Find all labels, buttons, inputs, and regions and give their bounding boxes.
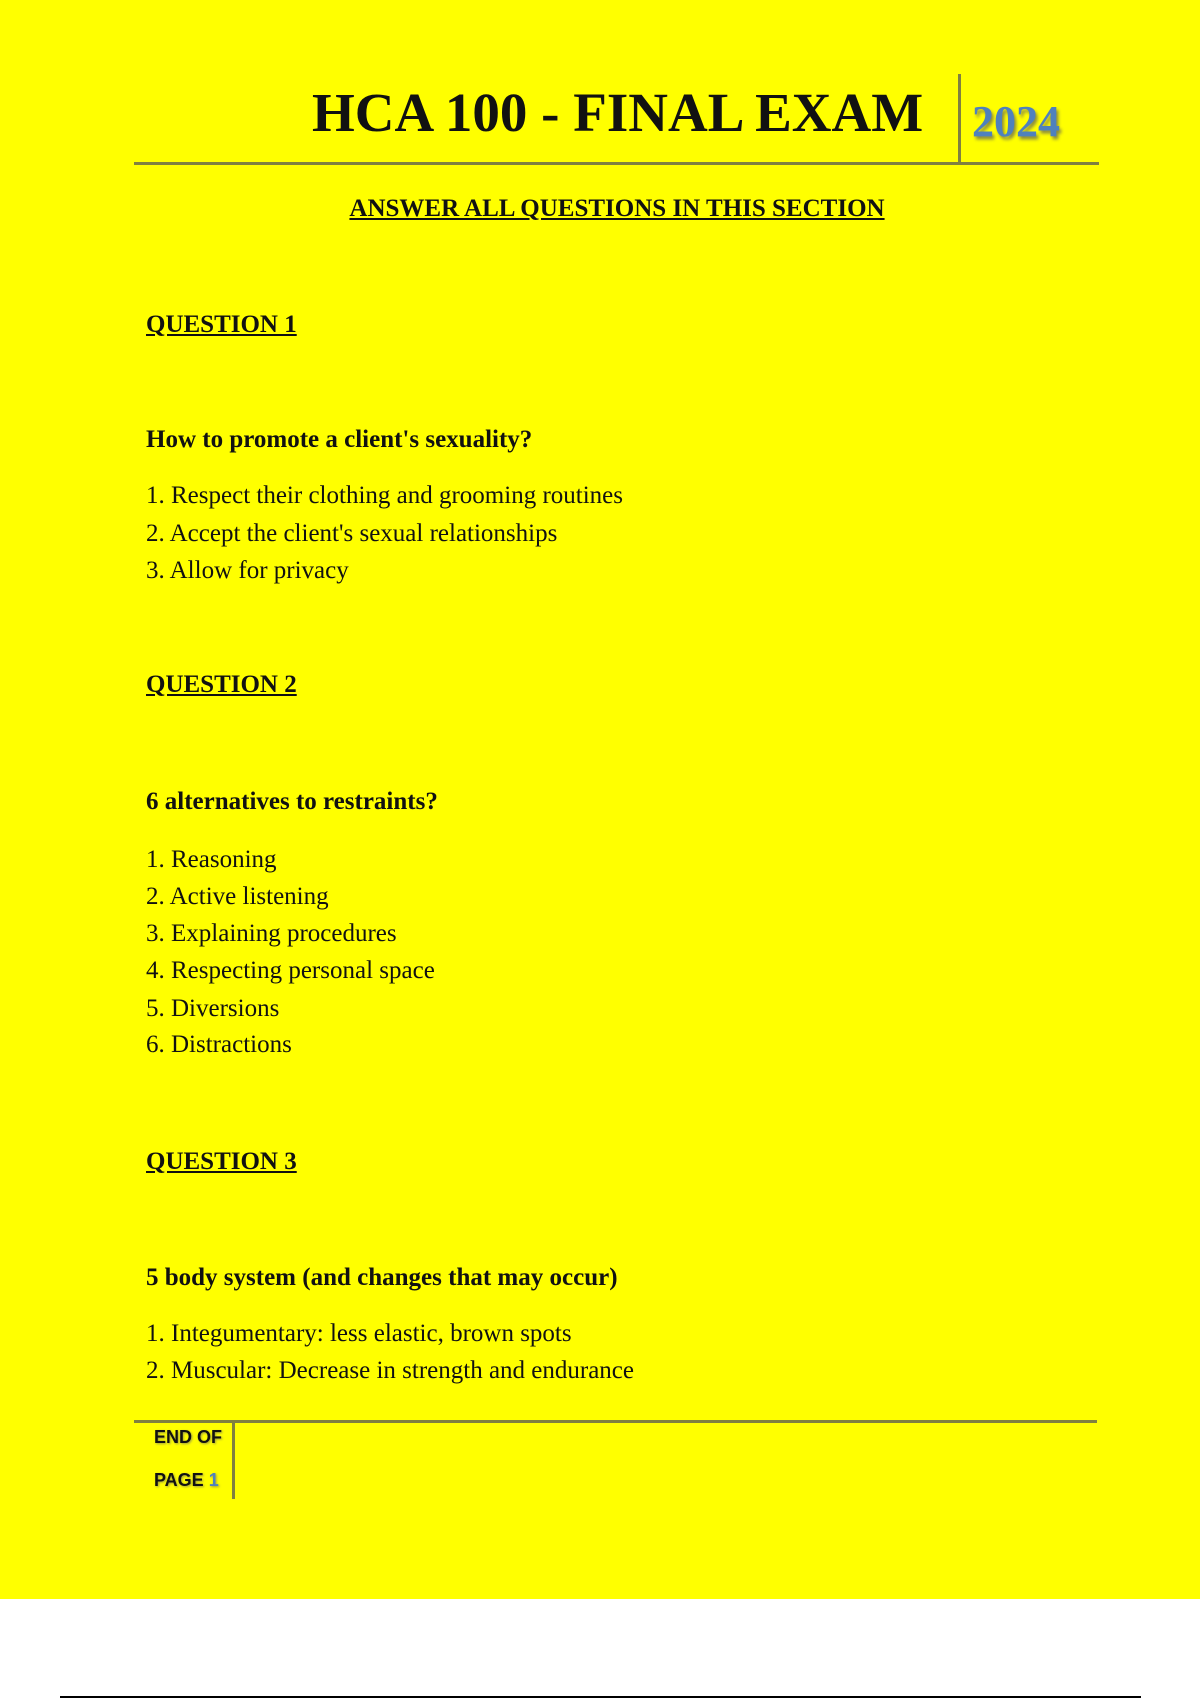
header-rule <box>134 162 1099 165</box>
answer-item: 2. Muscular: Decrease in strength and endurance <box>146 1357 635 1384</box>
footer-divider <box>232 1421 235 1499</box>
footer-page-number: 1 <box>208 1470 219 1490</box>
exam-year: 2024 <box>972 97 1060 146</box>
footer-page-label: PAGE <box>154 1470 204 1490</box>
answer-item: 1. Integumentary: less elastic, brown spots <box>146 1320 572 1347</box>
page-bottom-rule <box>60 1696 1141 1698</box>
footer-page <box>154 1468 219 1492</box>
answer-item: 3. Allow for privacy <box>146 557 349 584</box>
exam-title: HCA 100 - FINAL EXAM <box>312 82 924 143</box>
footer-rule <box>134 1420 1097 1423</box>
question-heading: QUESTION 3 <box>146 1148 297 1175</box>
question-heading: QUESTION 1 <box>146 311 297 338</box>
question-text: 5 body system (and changes that may occur) <box>146 1264 618 1291</box>
answer-item: 2. Active listening <box>146 883 329 910</box>
title-divider <box>958 74 961 164</box>
answer-item: 2. Accept the client's sexual relationships <box>146 520 558 547</box>
question-text: 6 alternatives to restraints? <box>146 788 438 815</box>
answer-item: 5. Diversions <box>146 995 280 1022</box>
answer-item: 1. Reasoning <box>146 846 277 873</box>
question-text: How to promote a client's sexuality? <box>146 426 533 453</box>
answer-item: 4. Respecting personal space <box>146 957 435 984</box>
section-heading: ANSWER ALL QUESTIONS IN THIS SECTION <box>349 195 885 222</box>
answer-item: 6. Distractions <box>146 1031 292 1058</box>
footer-end-of: END OF <box>154 1427 223 1447</box>
answer-item: 3. Explaining procedures <box>146 920 397 947</box>
question-heading: QUESTION 2 <box>146 671 297 698</box>
answer-item: 1. Respect their clothing and grooming routines <box>146 482 623 509</box>
